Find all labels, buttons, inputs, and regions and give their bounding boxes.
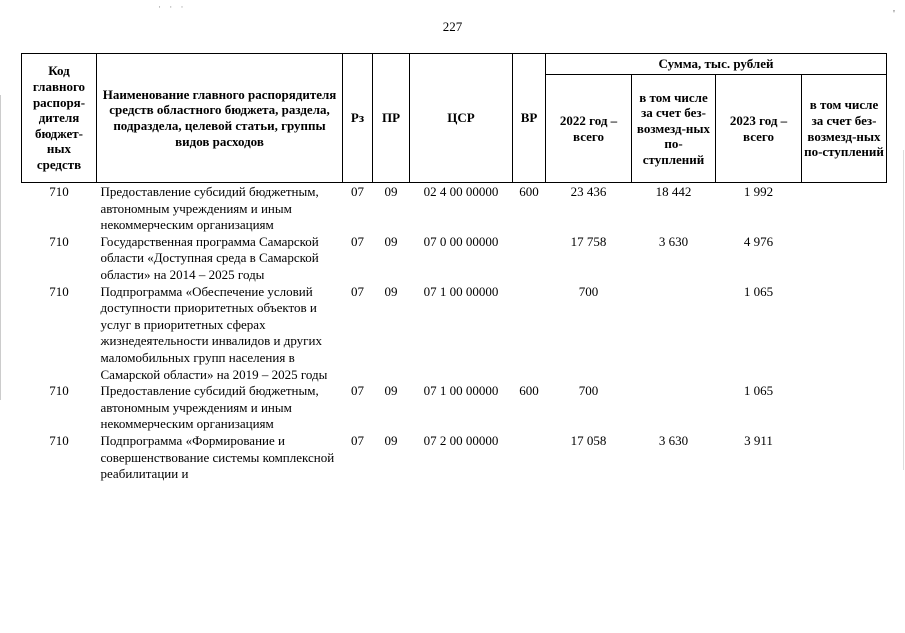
cell-2023-incl (802, 433, 887, 483)
cell-pr: 09 (384, 383, 398, 399)
cell-code: 710 (49, 233, 69, 249)
cell-2023-total: 1 065 (743, 383, 774, 399)
cell-rz: 07 (351, 233, 364, 249)
cell-2023-total: 3 911 (744, 432, 773, 448)
cell-pr: 09 (384, 233, 398, 249)
header-sum: Сумма, тыс. рублей (546, 54, 887, 75)
header-pr: ПР (373, 54, 410, 183)
cell-pr: 09 (384, 283, 398, 299)
header-rz: Рз (343, 54, 373, 183)
cell-2022-total: 700 (578, 283, 599, 299)
cell-2022-incl (632, 383, 716, 433)
cell-vr (513, 284, 546, 384)
cell-vr: 600 (519, 184, 539, 199)
cell-2023-total: 1 992 (743, 184, 774, 199)
cell-2022-incl: 18 442 (655, 184, 692, 199)
cell-code: 710 (49, 383, 69, 399)
cell-rz: 07 (351, 283, 364, 299)
cell-pr: 09 (384, 432, 398, 448)
budget-table (21, 53, 887, 483)
cell-2022-incl: 3 630 (658, 432, 689, 448)
cell-vr (513, 433, 546, 483)
cell-pr: 09 (384, 184, 398, 199)
header-code: Код главного распоря-дителя бюджет-ных средств (22, 54, 97, 183)
scan-edge-right (903, 150, 904, 470)
cell-2022-total: 700 (578, 383, 599, 399)
cell-2023-incl (802, 234, 887, 284)
scan-artifact-right: ' (893, 8, 895, 20)
header-2023-incl: в том числе за счет без-возмезд-ных по-ступлений (802, 75, 887, 183)
cell-2022-incl (632, 284, 716, 384)
cell-rz: 07 (351, 184, 364, 199)
cell-name: Государственная программа Самарской области «Доступная среда в Самарской области» на 2014 – 2025 годы (100, 233, 319, 282)
cell-2022-incl: 3 630 (658, 233, 689, 249)
header-vr: ВР (513, 54, 546, 183)
table-row (22, 433, 887, 483)
cell-csr: 07 0 00 00000 (423, 233, 499, 249)
cell-2023-incl (802, 183, 887, 234)
page-number: 227 (442, 19, 463, 34)
cell-csr: 07 1 00 00000 (423, 383, 499, 399)
cell-2023-incl (802, 284, 887, 384)
cell-2022-total: 17 758 (570, 233, 607, 249)
cell-rz: 07 (351, 383, 364, 399)
cell-2023-total: 1 065 (743, 283, 774, 299)
header-2022-total: 2022 год – всего (546, 75, 632, 183)
scan-edge-left (0, 95, 1, 400)
cell-rz: 07 (351, 432, 364, 448)
header-2022-incl: в том числе за счет без-возмезд-ных по-ступлений (632, 75, 716, 183)
cell-name: Предоставление субсидий бюджетным, автономным учреждениям и иным некоммерческим организациям (100, 184, 319, 233)
table-row (22, 383, 887, 433)
cell-csr: 07 1 00 00000 (423, 283, 499, 299)
cell-2023-total: 4 976 (743, 233, 774, 249)
header-name: Наименование главного распорядителя средств областного бюджета, раздела, подраздела, целевой статьи, группы видов расходов (97, 54, 343, 183)
cell-name: Предоставление субсидий бюджетным, автономным учреждениям и иным некоммерческим организациям (100, 383, 319, 432)
header-2023-total: 2023 год – всего (716, 75, 802, 183)
table-row (22, 183, 887, 234)
header-csr: ЦСР (410, 54, 513, 183)
cell-csr: 07 2 00 00000 (423, 432, 499, 448)
cell-vr: 600 (519, 383, 539, 399)
table-row (22, 284, 887, 384)
cell-code: 710 (49, 184, 69, 199)
table-row (22, 234, 887, 284)
cell-vr (513, 234, 546, 284)
cell-code: 710 (49, 432, 69, 448)
cell-name: Подпрограмма «Формирование и совершенствование системы комплексной реабилитации и (100, 432, 335, 482)
cell-2023-incl (802, 383, 887, 433)
cell-name: Подпрограмма «Обеспечение условий доступности приоритетных объектов и услуг в приоритетных сферах жизнедеятельности инвалидов и других маломобильных групп населения в Самарской области» на 2019 – 2025 годы (100, 283, 328, 382)
cell-2022-total: 23 436 (570, 184, 607, 199)
cell-2022-total: 17 058 (570, 432, 607, 448)
scan-artifact: · · · (158, 2, 187, 12)
cell-csr: 02 4 00 00000 (423, 184, 499, 199)
cell-code: 710 (49, 283, 69, 299)
